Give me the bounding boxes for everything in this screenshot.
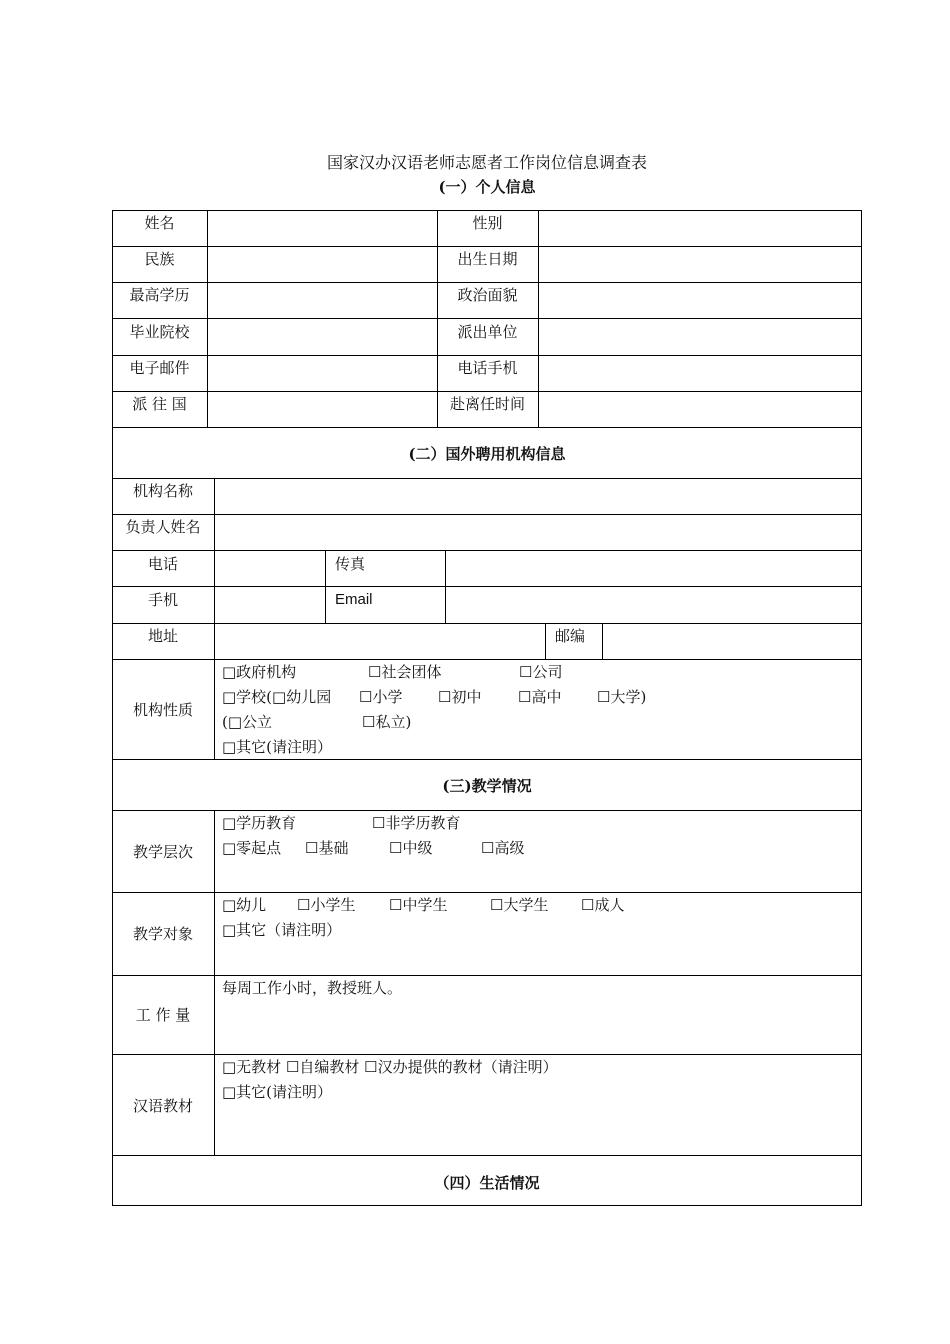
field-label-teaching-level: 教学层次 — [132, 843, 193, 861]
field-label-workload: 工 作 量 — [135, 1006, 191, 1024]
field-label-term: 赴离任时间 — [449, 395, 525, 413]
field-label-birthdate: 出生日期 — [457, 250, 518, 268]
row-divider — [113, 514, 861, 515]
field-label-org-name: 机构名称 — [132, 482, 193, 500]
row-divider — [113, 975, 861, 976]
form-title: 国家汉办汉语老师志愿者工作岗位信息调查表 — [326, 153, 647, 172]
field-label-org-type: 机构性质 — [132, 701, 193, 719]
option-adults[interactable]: ☐成人 — [581, 896, 625, 914]
option-company[interactable]: ☐公司 — [519, 663, 563, 681]
field-label-political: 政治面貌 — [457, 286, 518, 304]
option-advanced[interactable]: ☐高级 — [481, 839, 525, 857]
col-divider — [538, 211, 539, 427]
field-label-country: 派 往 国 — [132, 395, 187, 413]
field-label-org-phone: 电话 — [147, 555, 178, 573]
row-divider — [113, 1155, 861, 1156]
row-divider — [113, 550, 861, 551]
col-divider — [214, 478, 215, 759]
col-divider — [445, 550, 446, 623]
col-divider — [207, 211, 208, 427]
row-divider — [113, 391, 861, 392]
option-primary[interactable]: ☐小学 — [359, 688, 403, 706]
row-divider — [113, 282, 861, 283]
field-label-gender: 性别 — [472, 214, 503, 232]
option-other-students[interactable]: □其它（请注明） — [222, 921, 342, 939]
field-label-materials: 汉语教材 — [132, 1097, 193, 1115]
field-label-education: 最高学历 — [129, 286, 190, 304]
option-secondary-students[interactable]: ☐中学生 — [389, 896, 448, 914]
option-other-org[interactable]: □其它(请注明） — [222, 738, 333, 756]
option-private[interactable]: ☐私立) — [362, 713, 412, 731]
option-zero-start[interactable]: □零起点 — [222, 839, 282, 857]
section-personal-heading: (一）个人信息 — [438, 178, 536, 196]
row-divider — [113, 355, 861, 356]
col-divider — [214, 810, 215, 1155]
section-teaching-heading: (三)教学情况 — [442, 777, 532, 795]
section-institution-heading: (二）国外聘用机构信息 — [408, 445, 566, 463]
row-divider — [113, 246, 861, 247]
field-label-mobile: 手机 — [147, 591, 178, 609]
field-label-contact-name: 负责人姓名 — [125, 518, 201, 536]
option-public[interactable]: (□公立 — [222, 713, 273, 731]
field-label-students: 教学对象 — [132, 925, 193, 943]
option-social-group[interactable]: ☐社会团体 — [368, 663, 442, 681]
row-divider — [113, 318, 861, 319]
option-school-kindergarten[interactable]: □学校(□幼儿园 — [222, 688, 332, 706]
field-label-ethnicity: 民族 — [144, 250, 175, 268]
field-label-school: 毕业院校 — [129, 323, 190, 341]
row-divider — [113, 478, 861, 479]
option-basic[interactable]: ☐基础 — [305, 839, 349, 857]
row-divider — [113, 586, 861, 587]
option-university[interactable]: ☐大学) — [597, 688, 647, 706]
option-non-degree-education[interactable]: ☐非学历教育 — [372, 814, 461, 832]
field-label-postcode: 邮编 — [555, 627, 586, 645]
option-degree-education[interactable]: □学历教育 — [222, 814, 297, 832]
field-label-dispatch-unit: 派出单位 — [457, 323, 518, 341]
option-university-students[interactable]: ☐大学生 — [490, 896, 549, 914]
row-divider — [113, 427, 861, 428]
workload-text: 每周工作小时，教授班人。 — [222, 979, 403, 997]
field-label-name: 姓名 — [144, 214, 175, 232]
option-children[interactable]: □幼儿 — [222, 896, 267, 914]
section-living-heading: （四）生活情况 — [434, 1174, 540, 1192]
option-primary-students[interactable]: ☐小学生 — [297, 896, 356, 914]
row-divider — [113, 623, 861, 624]
field-label-org-email: Email — [335, 591, 373, 608]
materials-options[interactable]: □无教材 ☐自编教材 ☐汉办提供的教材（请注明） — [222, 1058, 558, 1076]
field-label-email: 电子邮件 — [129, 359, 190, 377]
col-divider — [602, 623, 603, 659]
row-divider — [113, 810, 861, 811]
col-divider — [325, 550, 326, 623]
option-other-materials[interactable]: □其它(请注明） — [222, 1083, 333, 1101]
row-divider — [113, 892, 861, 893]
row-divider — [113, 1054, 861, 1055]
option-intermediate[interactable]: ☐中级 — [389, 839, 433, 857]
row-divider — [113, 659, 861, 660]
field-label-phone: 电话手机 — [457, 359, 518, 377]
option-senior-high[interactable]: ☐高中 — [518, 688, 562, 706]
field-label-address: 地址 — [147, 627, 178, 645]
field-label-fax: 传真 — [335, 555, 366, 573]
option-government[interactable]: □政府机构 — [222, 663, 297, 681]
option-junior-high[interactable]: ☐初中 — [438, 688, 482, 706]
row-divider — [113, 759, 861, 760]
col-divider — [545, 623, 546, 659]
